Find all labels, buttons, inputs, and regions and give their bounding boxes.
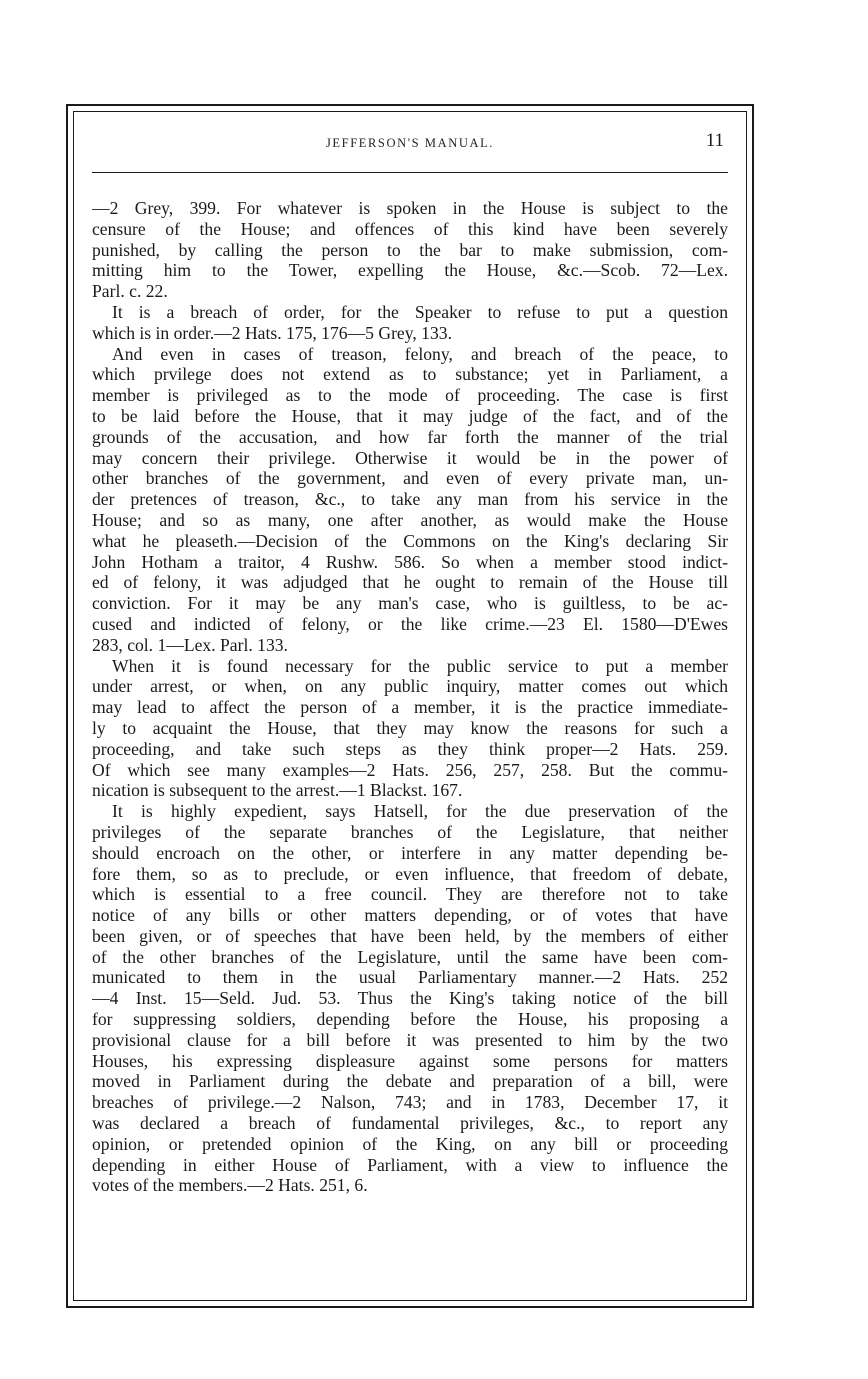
text-line: moved in Parliament during the debate and preparation of a bill, were bbox=[92, 1071, 728, 1092]
text-line: Of which see many examples—2 Hats. 256, 257, 258. But the commu- bbox=[92, 759, 728, 780]
text-line: cused and indicted of felony, or the like crime.—23 El. 1580—D'Ewes bbox=[92, 613, 728, 634]
text-line: nication is subsequent to the arrest.—1 Blackst. 167. bbox=[92, 780, 463, 801]
paragraph-start: It is a breach of order, for the Speaker to refuse to put a question bbox=[112, 301, 728, 322]
text-line: Parl. c. 22. bbox=[92, 281, 168, 302]
text-line: member is privileged as to the mode of proceeding. The case is first bbox=[92, 385, 728, 406]
text-line: provisional clause for a bill before it was presented to him by the two bbox=[92, 1029, 728, 1050]
paragraph-start: When it is found necessary for the public service to put a member bbox=[112, 655, 728, 676]
text-line: ly to acquaint the House, that they may know the reasons for such a bbox=[92, 717, 728, 738]
text-line: der pretences of treason, &c., to take any man from his service in the bbox=[92, 489, 728, 510]
paragraph-start: And even in cases of treason, felony, and breach of the peace, to bbox=[112, 343, 728, 364]
text-line: grounds of the accusation, and how far forth the manner of the trial bbox=[92, 426, 728, 447]
text-line: 283, col. 1—Lex. Parl. 133. bbox=[92, 634, 288, 655]
text-line: votes of the members.—2 Hats. 251, 6. bbox=[92, 1175, 368, 1196]
text-line: John Hotham a traitor, 4 Rushw. 586. So when a member stood indict- bbox=[92, 551, 728, 572]
text-line: may lead to affect the person of a member, it is the practice immediate- bbox=[92, 697, 728, 718]
text-line: opinion, or pretended opinion of the King, on any bill or proceeding bbox=[92, 1133, 728, 1154]
text-line: what he pleaseth.—Decision of the Commons on the King's declaring Sir bbox=[92, 530, 728, 551]
text-line: conviction. For it may be any man's case, who is guiltless, to be ac- bbox=[92, 593, 728, 614]
text-line: under arrest, or when, on any public inquiry, matter comes out which bbox=[92, 676, 728, 697]
text-line: may concern their privilege. Otherwise it would be in the power of bbox=[92, 447, 728, 468]
text-line: ed of felony, it was adjudged that he ought to remain of the House till bbox=[92, 572, 728, 593]
text-line: which prvilege does not extend as to substance; yet in Parliament, a bbox=[92, 364, 728, 385]
text-line: Houses, his expressing displeasure against some persons for matters bbox=[92, 1050, 728, 1071]
text-line: which is essential to a free council. They are therefore not to take bbox=[92, 884, 728, 905]
text-line: other branches of the government, and even of every private man, un- bbox=[92, 468, 728, 489]
text-line: which is in order.—2 Hats. 175, 176—5 Grey, 133. bbox=[92, 322, 452, 343]
text-line: for suppressing soldiers, depending before the House, his proposing a bbox=[92, 1009, 728, 1030]
text-line: punished, by calling the person to the bar to make submission, com- bbox=[92, 239, 728, 260]
text-line: municated to them in the usual Parliamentary manner.—2 Hats. 252 bbox=[92, 967, 728, 988]
text-line: breaches of privilege.—2 Nalson, 743; and in 1783, December 17, it bbox=[92, 1092, 728, 1113]
body-text bbox=[92, 198, 728, 1196]
page-number: 11 bbox=[705, 130, 724, 151]
text-line: should encroach on the other, or interfere in any matter depending be- bbox=[92, 842, 728, 863]
text-line: proceeding, and take such steps as they think proper—2 Hats. 259. bbox=[92, 738, 728, 759]
paragraph-start: It is highly expedient, says Hatsell, for the due preservation of the bbox=[112, 801, 728, 822]
text-line: House; and so as many, one after another, as would make the House bbox=[92, 509, 728, 530]
text-line: of the other branches of the Legislature, until the same have been com- bbox=[92, 946, 728, 967]
text-line: been given, or of speeches that have been held, by the members of either bbox=[92, 925, 728, 946]
text-line: —4 Inst. 15—Seld. Jud. 53. Thus the King's taking notice of the bill bbox=[92, 988, 728, 1009]
text-line: notice of any bills or other matters depending, or of votes that have bbox=[92, 905, 728, 926]
text-line: censure of the House; and offences of this kind have been severely bbox=[92, 218, 728, 239]
text-line: —2 Grey, 399. For whatever is spoken in the House is subject to the bbox=[92, 198, 728, 218]
running-title: JEFFERSON'S MANUAL. bbox=[325, 136, 495, 150]
text-line: depending in either House of Parliament, with a view to influence the bbox=[92, 1154, 728, 1175]
text-line: privileges of the separate branches of the Legislature, that neither bbox=[92, 821, 728, 842]
running-head bbox=[92, 130, 728, 160]
text-line: to be laid before the House, that it may judge of the fact, and of the bbox=[92, 405, 728, 426]
text-line: was declared a breach of fundamental privileges, &c., to report any bbox=[92, 1113, 728, 1134]
text-line: mitting him to the Tower, expelling the House, &c.—Scob. 72—Lex. bbox=[92, 260, 728, 281]
text-line: fore them, so as to preclude, or even influence, that freedom of debate, bbox=[92, 863, 728, 884]
header-rule bbox=[92, 172, 728, 173]
